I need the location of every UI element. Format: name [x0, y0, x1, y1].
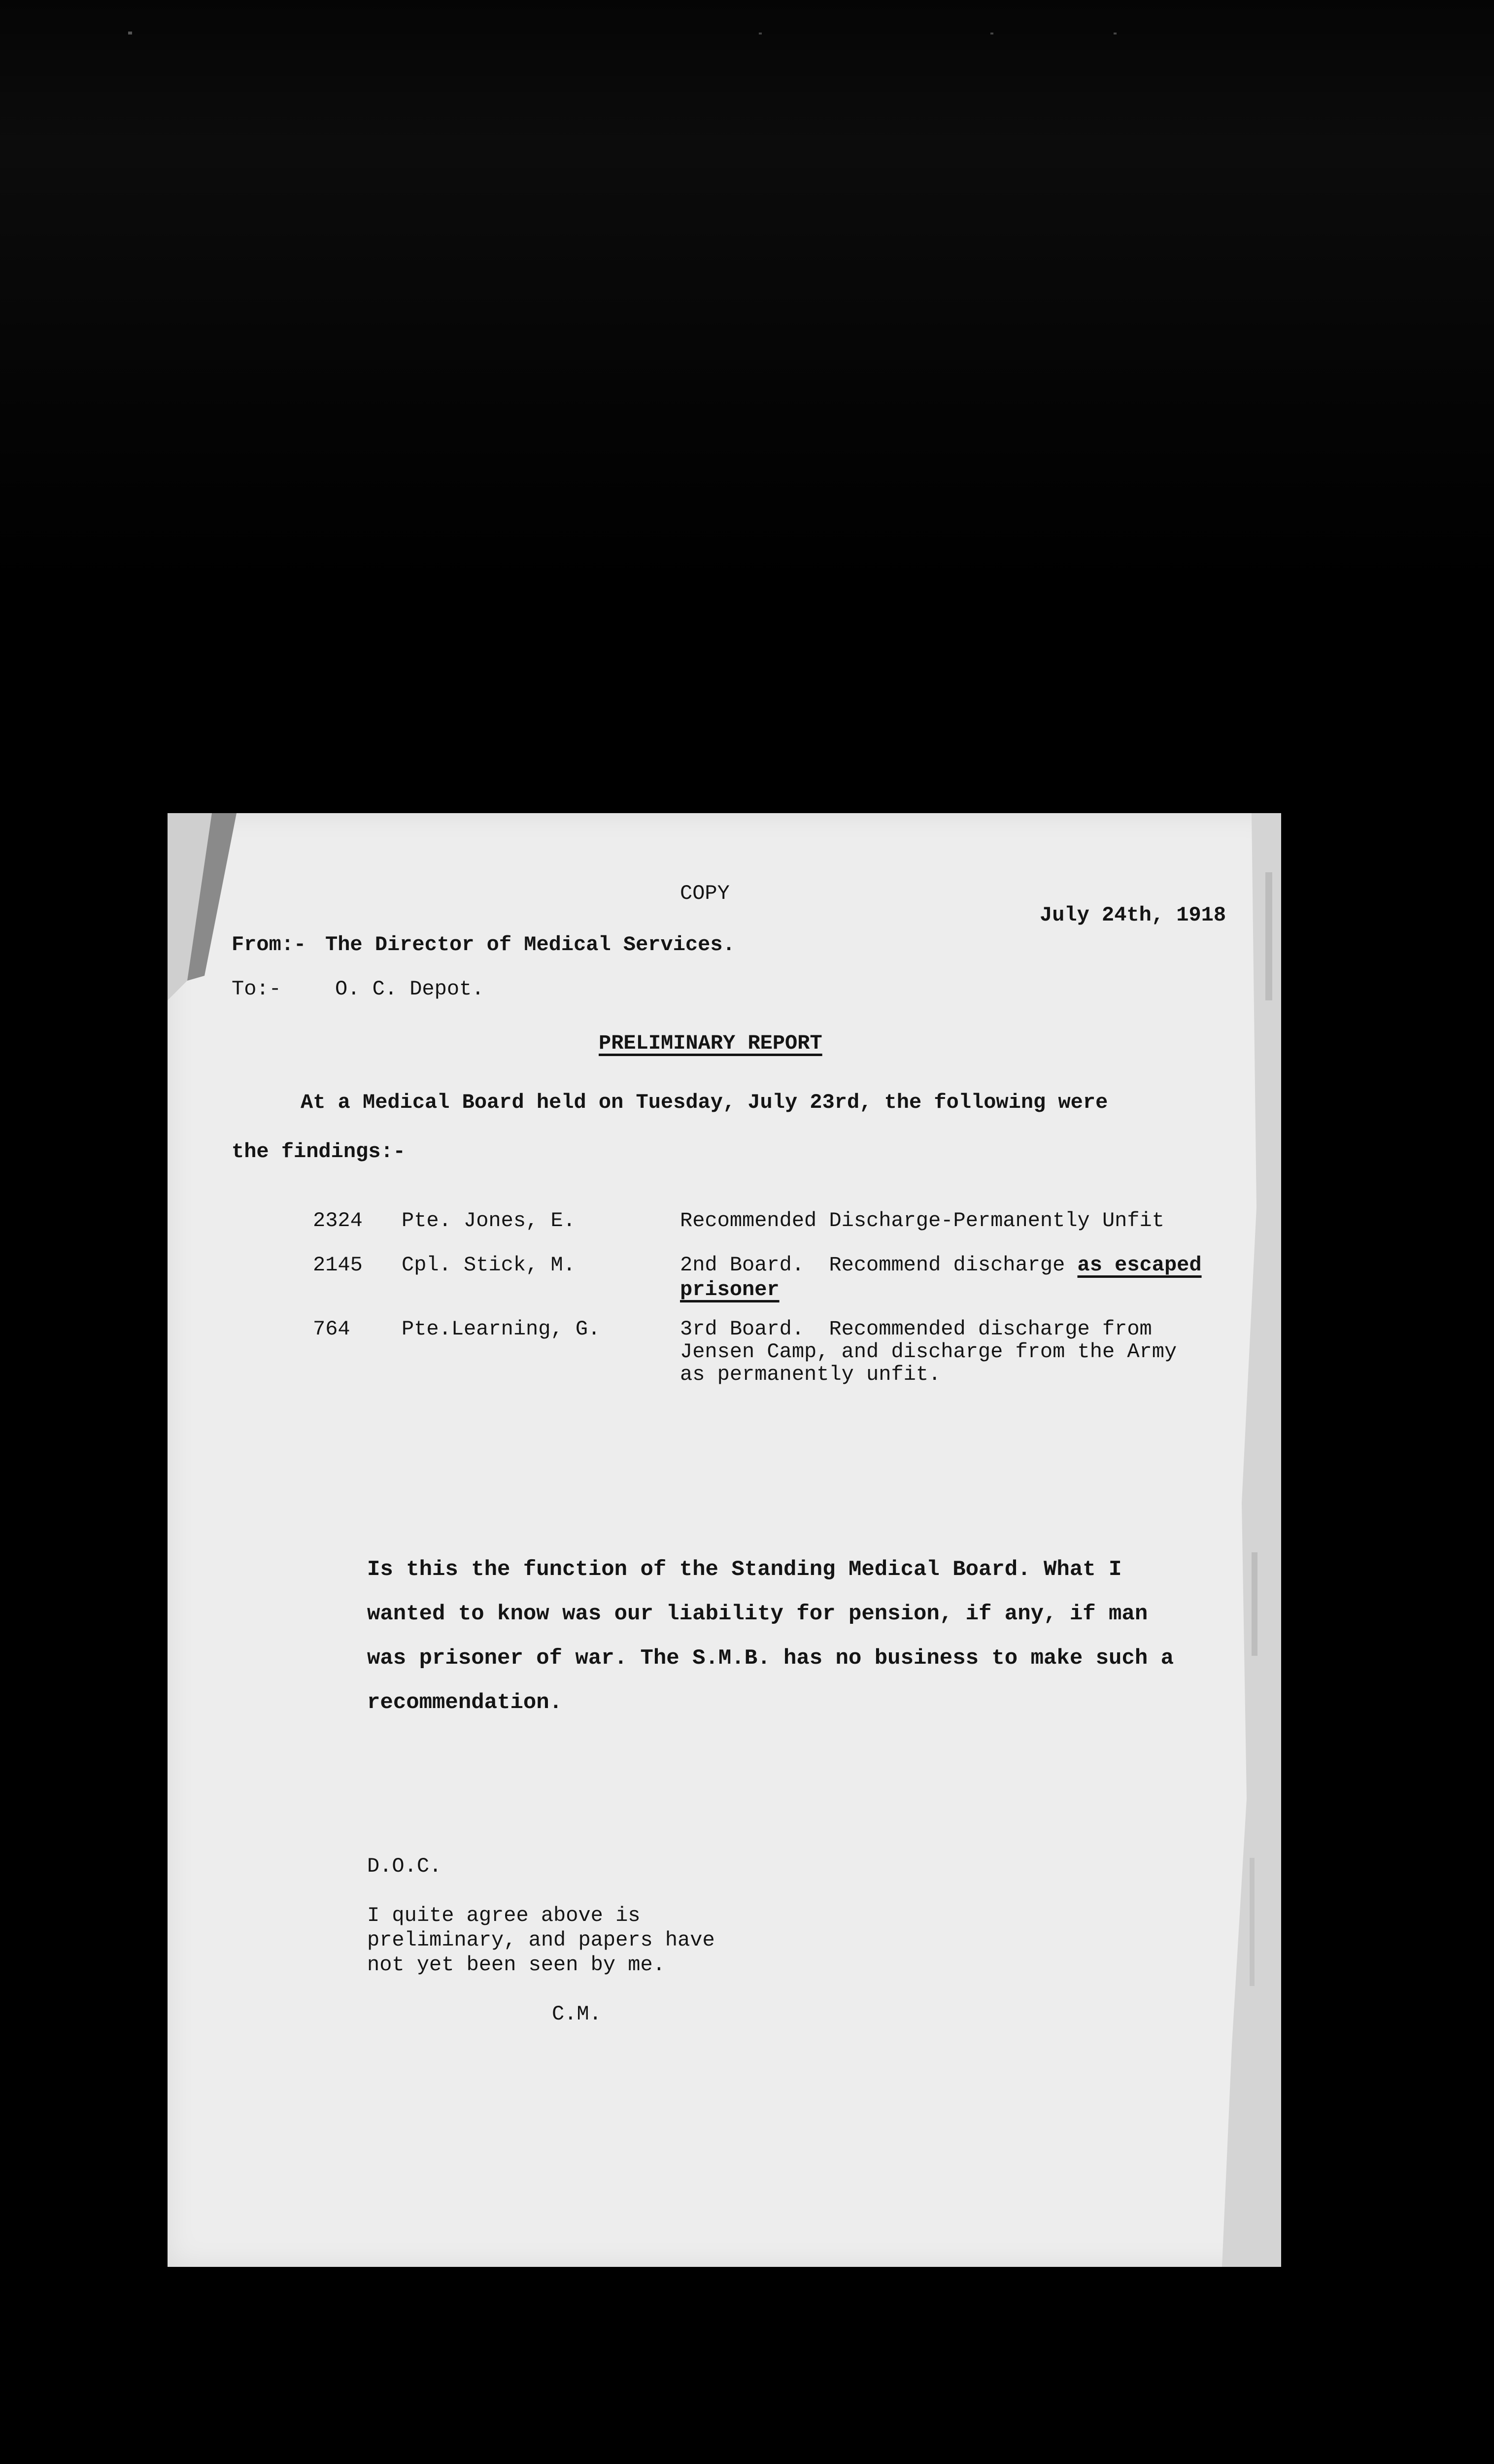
to-label: To:- [232, 977, 281, 1001]
from-label: From:- [232, 933, 306, 957]
finding-result-text: 2nd Board. Recommend discharge [680, 1253, 1078, 1277]
finding-result: 3rd Board. Recommended discharge from [680, 1317, 1152, 1341]
letter-date: July 24th, 1918 [1040, 903, 1226, 927]
report-title: PRELIMINARY REPORT [599, 1031, 822, 1055]
finding-result-underlined: prisoner [680, 1278, 780, 1301]
finding-result: Jensen Camp, and discharge from the Army [680, 1340, 1177, 1364]
finding-number: 764 [313, 1317, 350, 1341]
comment-paragraph: Is this the function of the Standing Medical Board. What I wanted to know was our liability for pension, if any, if man was prisoner of war. The S.M.B. has no business to make such a recommendation. [367, 1557, 1174, 1715]
finding-name: Pte.Learning, G. [402, 1317, 601, 1341]
from-value: The Director of Medical Services. [325, 933, 735, 957]
to-value: O. C. Depot. [335, 977, 484, 1001]
intro-line-2: the findings:- [232, 1140, 406, 1164]
film-edge-specks [0, 0, 1494, 39]
finding-name: Pte. Jones, E. [402, 1209, 576, 1232]
reply-line: not yet been seen by me. [367, 1953, 665, 1977]
intro-line-1: At a Medical Board held on Tuesday, July 23rd, the following were [301, 1091, 1108, 1114]
finding-name: Cpl. Stick, M. [402, 1253, 576, 1277]
finding-result: Recommended Discharge-Permanently Unfit [680, 1209, 1164, 1232]
finding-number: 2324 [313, 1209, 363, 1232]
reply-addressee: D.O.C. [367, 1854, 442, 1878]
finding-result-underlined: as escaped [1077, 1253, 1202, 1277]
copy-heading: COPY [680, 882, 730, 905]
reply-line: preliminary, and papers have [367, 1928, 715, 1952]
reply-line: I quite agree above is [367, 1904, 641, 1927]
reply-signature: C.M. [552, 2002, 602, 2026]
finding-result [680, 1252, 1202, 1278]
finding-result: as permanently unfit. [680, 1363, 941, 1386]
finding-number: 2145 [313, 1253, 363, 1277]
scanned-letter [168, 813, 1281, 2267]
